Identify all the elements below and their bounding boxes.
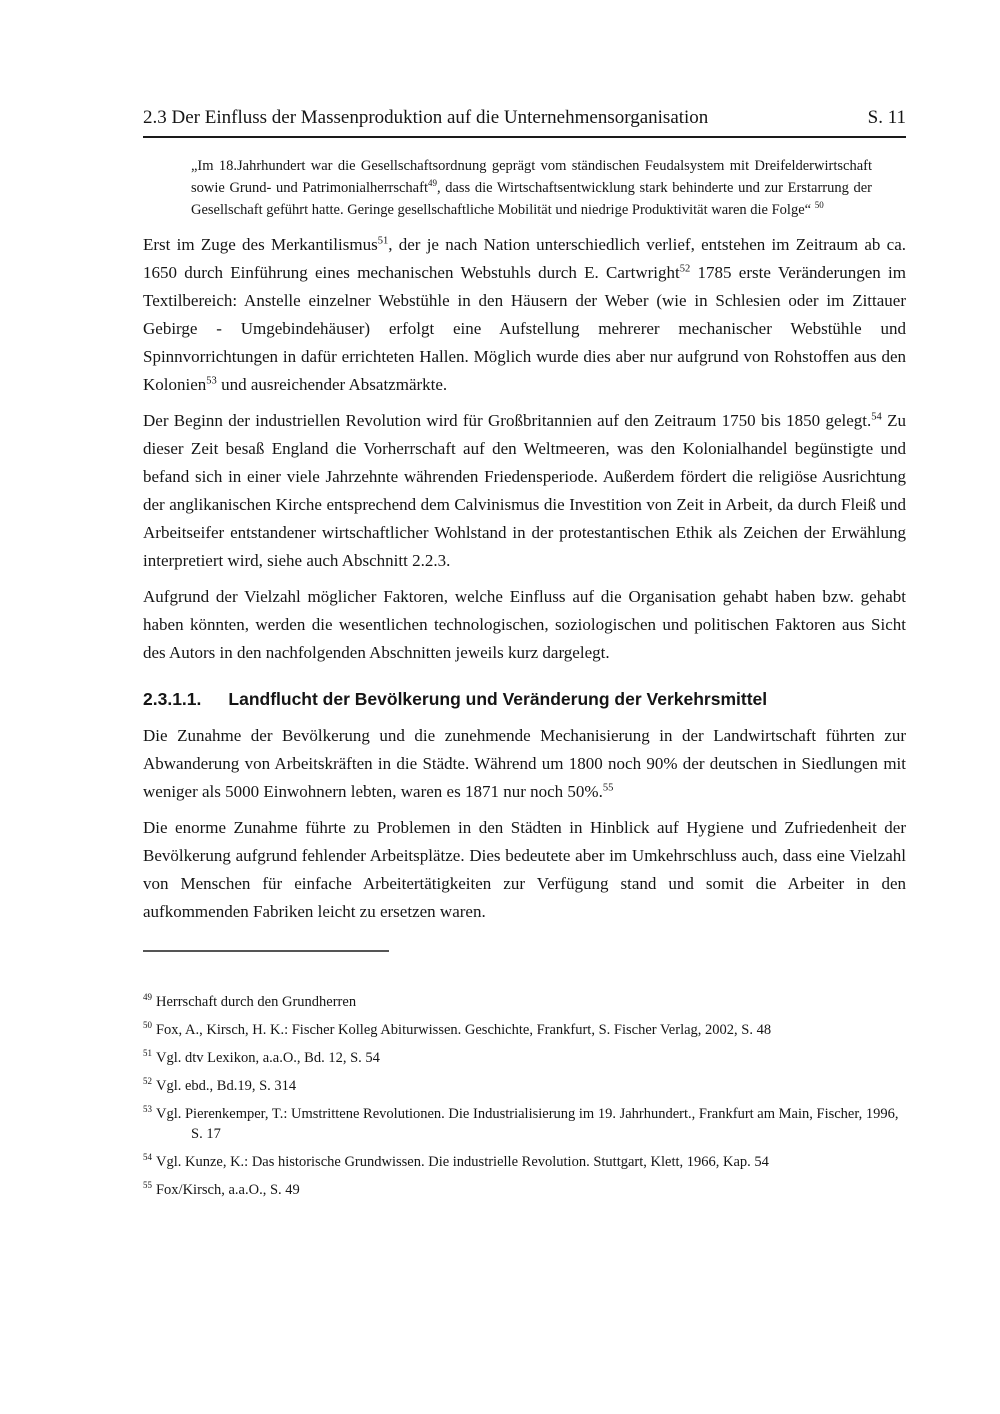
footnote-text: Herrschaft durch den Grundherren: [155, 994, 357, 1010]
footnote-ref-52: 52: [679, 263, 691, 275]
footnotes-section: [143, 992, 906, 1200]
quote-text: , dass die Wirtschaftsentwicklung stark behinderte und zur Erstarrung der Gesellschaft geführt hatte. Geringe gesellschaftliche Mobilität und niedrige Produktivität waren die Folge“: [191, 180, 872, 218]
footnote-marker: 55: [143, 1180, 152, 1191]
paragraph-text: Der Beginn der industriellen Revolution wird für Großbritannien auf den Zeitraum 1750 bis 1850 gelegt.: [143, 411, 872, 430]
footnote-ref-54: 54: [871, 411, 882, 423]
quote-text: „Im 18.Jahrhundert war die Gesellschaftsordnung geprägt vom ständischen Feudalsystem mit Dreifelderwirtschaft sowie Grund- und Patrimonialherrschaft: [191, 158, 872, 196]
paragraph-landflucht: [143, 722, 906, 806]
block-quote: [191, 155, 872, 221]
paragraph-text: Zu dieser Zeit besaß England die Vorherrschaft auf den Weltmeeren, was den Kolonialhandel begünstigte und befand sich in einer viele Jahrzehnte währenden Friedensperiode. Außerdem fördert die religiöse Ausrichtung der anglikanischen Kirche entsprechend dem Calvinismus die Investition von Zeit in Arbeit, da durch Fleiß und Arbeitseifer entstandener wirtschaftlicher Wohlstand in der protestantischen Ethik als Zeichen der Erwählung interpretiert wird, siehe auch Abschnitt 2.2.3.: [143, 411, 906, 570]
footnote-text: Vgl. dtv Lexikon, a.a.O., Bd. 12, S. 54: [155, 1050, 380, 1066]
footnote-divider: [143, 950, 389, 952]
paragraph-text: 1785 erste Veränderungen im Textilbereich: Anstelle einzelner Webstühle in den Häusern der Weber (wie in Schlesien oder im Zittauer Gebirge - Umgebindehäuser) erfolgt eine Aufstellung mehrerer mechanischer Webstühle und Spinnvorrichtungen in dafür errichteten Hallen. Möglich wurde dies aber nur aufgrund von Rohstoffen aus den Kolonien: [143, 263, 906, 394]
footnote-text: Fox/Kirsch, a.a.O., S. 49: [155, 1182, 300, 1198]
paragraph-faktoren: [143, 583, 906, 667]
footnote-marker: 51: [143, 1048, 152, 1059]
footnote-ref-53: 53: [206, 375, 217, 387]
footnote-text: Fox, A., Kirsch, H. K.: Fischer Kolleg Abiturwissen. Geschichte, Frankfurt, S. Fischer Verlag, 2002, S. 48: [155, 1022, 772, 1038]
footnote-item: [143, 1076, 906, 1096]
heading-number: 2.3.1.1.: [143, 689, 202, 709]
paragraph-text: , der je nach Nation unterschiedlich verlief, entstehen im Zeitraum ab ca. 1650 durch Einführung eines mechanischen Webstuhls durch E. Cartwright: [143, 235, 906, 282]
footnote-item: [143, 1104, 906, 1144]
paragraph-merkantilismus: [143, 231, 906, 399]
footnote-marker: 54: [143, 1152, 152, 1163]
running-header: [143, 106, 906, 138]
footnote-ref-51: 51: [377, 235, 389, 247]
footnote-ref-50: 50: [814, 200, 824, 211]
paragraph-text: Erst im Zuge des Merkantilismus: [143, 235, 378, 254]
footnote-item: [143, 1048, 906, 1068]
footnote-marker: 52: [143, 1076, 152, 1087]
footnote-item: [143, 1180, 906, 1200]
footnote-item: [143, 1152, 906, 1172]
paragraph-zunahme-probleme: [143, 814, 906, 926]
header-section-title: 2.3 Der Einfluss der Massenproduktion auf die Unternehmensorganisation: [143, 107, 709, 128]
footnote-text: Vgl. Pierenkemper, T.: Umstrittene Revolutionen. Die Industrialisierung im 19. Jahrhundert., Frankfurt am Main, Fischer, 1996, S. 17: [155, 1106, 899, 1142]
footnote-ref-49: 49: [427, 178, 437, 189]
footnote-text: Vgl. ebd., Bd.19, S. 314: [155, 1078, 297, 1094]
footnote-marker: 53: [143, 1104, 152, 1115]
paragraph-text: und ausreichender Absatzmärkte.: [216, 375, 448, 394]
paragraph-industrielle-revolution: [143, 407, 906, 575]
paragraph-text: Die Zunahme der Bevölkerung und die zunehmende Mechanisierung in der Landwirtschaft führten zur Abwanderung von Arbeitskräften in die Städte. Während um 1800 noch 90% der deutschen in Siedlungen mit weniger als 5000 Einwohnern lebten, waren es 1871 nur noch 50%.: [143, 726, 906, 801]
heading-title: Landflucht der Bevölkerung und Veränderung der Verkehrsmittel: [228, 689, 768, 709]
footnote-text: Vgl. Kunze, K.: Das historische Grundwissen. Die industrielle Revolution. Stuttgart, Klett, 1966, Kap. 54: [155, 1154, 769, 1170]
footnote-item: [143, 992, 906, 1012]
footnote-ref-55: 55: [602, 782, 614, 794]
header-page-number: S. 11: [867, 107, 906, 128]
footnote-marker: 50: [143, 1020, 152, 1031]
paragraph-text: Die enorme Zunahme führte zu Problemen in den Städten in Hinblick auf Hygiene und Zufriedenheit der Bevölkerung aufgrund fehlender Arbeitsplätze. Dies bedeutete aber im Umkehrschluss auch, dass eine Vielzahl von Menschen für einfache Arbeitertätigkeiten zur Verfügung stand und somit die Arbeiter in den aufkommenden Fabriken leicht zu ersetzen waren.: [143, 818, 906, 921]
footnote-item: [143, 1020, 906, 1040]
footnote-marker: 49: [143, 992, 152, 1003]
subsection-heading: [143, 687, 906, 711]
paragraph-text: Aufgrund der Vielzahl möglicher Faktoren, welche Einfluss auf die Organisation gehabt haben bzw. gehabt haben könnten, werden die wesentlichen technologischen, soziologischen und politischen Faktoren aus Sicht des Autors in den nachfolgenden Abschnitten jeweils kurz dargelegt.: [143, 587, 906, 662]
